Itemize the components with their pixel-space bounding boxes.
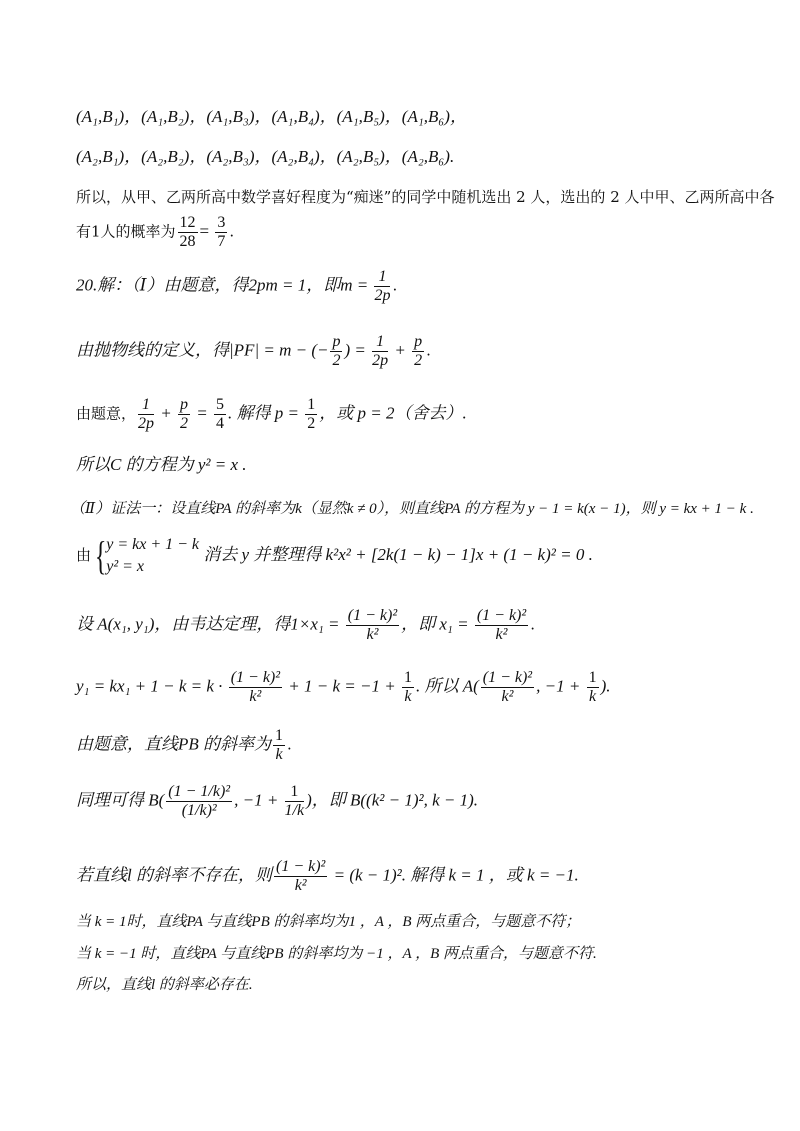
fraction-1mk2-k2-c: $\frac{\text{(1 − k)²}}{\text{k²}}$	[230, 669, 281, 705]
parabola-definition-line: 由抛物线的定义，得|PF| = m − (− $\frac{p}{2}$ ) = $\frac{1}{2p}$ + $\frac{p}{2}$ .	[76, 333, 431, 369]
fraction-3-7: $\frac{3}{7}$	[217, 214, 226, 250]
proof-method-1: （Ⅱ）证法一：设直线PA 的斜率为k（显然k ≠ 0），则直线PA 的方程为 y − 1 = k(x − 1)，则 y = kx + 1 − k .	[70, 501, 754, 517]
fraction-1mk2-k2-d: $\frac{\text{(1 − k)²}}{\text{k²}}$	[482, 669, 533, 705]
fraction-1-2p-b: $\frac{1}{2p}$	[372, 333, 389, 369]
case-k-1: 当 k = 1时，直线PA 与直线PB 的斜率均为1 ，A ，B 两点重合，与题意不符；	[76, 914, 581, 930]
conclusion-text: 所以，从甲、乙两所高中数学喜好程度为“痴迷”的同学中随机选出 2 人，选出的 2 人中甲、乙两所高中各	[76, 188, 775, 206]
fraction-1-2: $\frac{1}{2}$	[307, 396, 316, 432]
y1-line: y₁ = kx₁ + 1 − k = k · $\frac{\text{(1 − k)²}}{\text{k²}}$ + 1 − k = −1 + $\frac{1}{k}$ . 所以 A( $\frac{\text{(1 − k)²}}{\text{k²}}$ , −1 + $\frac{1}{k}$ ).	[76, 669, 611, 705]
system-of-equations: 由{ y = kx + 1 − k y² = x 消去 y 并整理得 k²x² + [2k(1 − k) − 1]x + (1 − k)² = 0 .	[76, 533, 593, 578]
fraction-1mk2-k2-e: $\frac{\text{(1 − k)²}}{\text{k²}}$	[275, 858, 326, 894]
fraction-b-y: $\frac{1}{1/k}$	[284, 783, 305, 819]
fraction-1mk2-k2: $\frac{\text{(1 − k)²}}{\text{k²}}$	[347, 607, 398, 643]
probability-line: 有1人的概率为 $\frac{12}{28}$ = $\frac{3}{7}$ .	[76, 214, 235, 250]
point-b-line: 同理可得 B( $\frac{\text{(1 − 1/k)²}}{\text{(1/k)²}}$ , −1 + $\frac{1}{1/k}$ )，即 B((k² − 1)², k − 1).	[76, 783, 479, 819]
fraction-1-k-b: $\frac{1}{k}$	[588, 669, 597, 705]
fraction-1mk2-k2-b: $\frac{\text{(1 − k)²}}{\text{k²}}$	[476, 607, 527, 643]
fraction-1-2p-c: $\frac{1}{2p}$	[138, 396, 155, 432]
pb-slope-line: 由题意，直线PB 的斜率为 $\frac{1}{k}$ .	[76, 727, 292, 763]
fraction-1-k: $\frac{1}{k}$	[403, 669, 412, 705]
fraction-5-4: $\frac{5}{4}$	[215, 396, 224, 432]
equation-of-c: 所以C 的方程为 y² = x .	[76, 455, 247, 474]
fraction-p-2-b: $\frac{p}{2}$	[414, 333, 423, 369]
solve-p-line: 由题意， $\frac{1}{2p}$ + $\frac{p}{2}$ = $\frac{5}{4}$ . 解得 p = $\frac{1}{2}$ ，或 p = 2（舍去）.	[76, 396, 467, 432]
system-rows: y = kx + 1 − k y² = x	[106, 536, 200, 575]
fraction-12-28: $\frac{12}{28}$	[179, 214, 196, 250]
case-k-minus-1: 当 k = −1 时，直线PA 与直线PB 的斜率均为 −1 ，A ，B 两点重合，与题意不符.	[76, 946, 597, 962]
fraction-p-2: $\frac{p}{2}$	[332, 333, 341, 369]
pair-list-a1: (A₁,B₁)，(A₁,B₂)，(A₁,B₃)，(A₁,B₄)，(A₁,B₅)，(A₁,B₆)，	[76, 107, 467, 126]
vieta-line: 设 A(x₁, y₁)，由韦达定理，得1×x₁ = $\frac{\text{(1 − k)²}}{\text{k²}}$ ，即 x₁ = $\frac{\text{(1 − k)²}}{\text{k²}}$ .	[76, 607, 535, 643]
pair-list-a2: (A₂,B₁)，(A₂,B₂)，(A₂,B₃)，(A₂,B₄)，(A₂,B₅)，(A₂,B₆).	[76, 147, 455, 166]
left-brace-icon: {	[94, 533, 107, 578]
fraction-b-x: $\frac{\text{(1 − 1/k)²}}{\text{(1/k)²}}$	[168, 783, 231, 819]
final-conclusion: 所以，直线l 的斜率必存在.	[76, 977, 253, 993]
fraction-1-2p: $\frac{1}{2p}$	[374, 268, 391, 304]
fraction-p-2-c: $\frac{p}{2}$	[180, 396, 188, 432]
problem-20-start: 20.解：（Ⅰ）由题意，得2pm = 1，即m = $\frac{1}{2p}$ .	[76, 268, 398, 304]
fraction-1-k-c: $\frac{1}{k}$	[275, 727, 284, 763]
slope-not-exist-line: 若直线l 的斜率不存在，则 $\frac{\text{(1 − k)²}}{\text{k²}}$ = (k − 1)². 解得 k = 1 ，或 k = −1.	[76, 858, 579, 894]
